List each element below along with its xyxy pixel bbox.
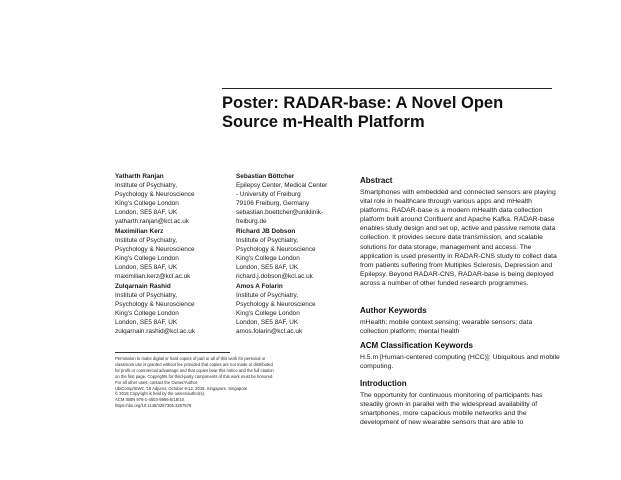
footnote-rule	[115, 352, 230, 353]
footnote-link[interactable]: https://doi.org/10.1145/3267305.3267579	[115, 403, 192, 409]
footnote-line: classroom use is granted without fee provided that copies are not made or distributed	[115, 361, 273, 367]
author-name: Yatharth Ranjan	[115, 173, 164, 180]
author-affiliation: Institute of Psychiatry, Psychology & Neuroscience King's College London London, SE5 8AF, UK	[115, 182, 195, 217]
acm-section	[360, 341, 560, 371]
introduction-section	[360, 379, 560, 427]
author-name: Maximilian Kerz	[115, 228, 164, 235]
abstract-heading: Abstract	[360, 176, 393, 185]
footnote-line: on the first page. Copyrights for third-party components of this work must be honored.	[115, 373, 274, 379]
author-name: Zulqarnain Rashid	[115, 283, 171, 290]
author-name: Richard JB Dobson	[236, 228, 296, 235]
abstract-section	[360, 176, 560, 288]
paper-title: Poster: RADAR-base: A Novel Open Source m-Health Platform	[222, 94, 504, 131]
abstract-body: Smartphones with embedded and connected sensors are playing vital role in healthcare through various apps and mHealth platforms. RADAR-base is a modern mHealth data collection platform built around Confluent and Apache Kafka. RADAR-base enables study design and set up, active and passive remote data collection. It provides secure data transmission, and scalable solutions for data storage, management and access. The application is used presently in RADAR-CNS study to collect data from patients suffering from Multiples Sclerosis, Depression and Epilepsy. Beyond RADAR-CNS, RADAR-base is being deployed across a number of other funded research programmes.	[360, 189, 557, 287]
copyright-footnote	[115, 356, 295, 409]
acm-body: H.5.m [Human-centered computing (HCC)]: Ubiquitous and mobile computing.	[360, 354, 560, 371]
keywords-heading: Author Keywords	[360, 306, 427, 315]
author-affiliation: Epilepsy Center, Medical Center - University of Freiburg 79106 Freiburg, Germany sebastian.boettcher@uniklinik- freiburg.de	[236, 182, 328, 226]
introduction-heading: Introduction	[360, 379, 407, 388]
title-rule	[222, 88, 552, 89]
introduction-body: The opportunity for continuous monitoring of participants has steadily grown in parallel with the widespread availability of smartphones, more capacious mobile networks and the development of new wearable sensors that are able to	[360, 392, 543, 427]
footnote-line: UbiComp/ISWC '18 Adjunct, October 8-12, 2018, Singapore, Singapore	[115, 385, 248, 391]
author-affiliation: Institute of Psychiatry, Psychology & Neuroscience King's College London London, SE5 8AF, UK	[115, 237, 195, 272]
footnote-line: © 2018 Copyright is held by the owner/author(s).	[115, 391, 206, 397]
author-email: yatharth.ranjan@kcl.ac.uk	[115, 218, 189, 226]
author-block	[115, 282, 230, 337]
author-name: Amos A Folarin	[236, 283, 283, 290]
author-email: amos.folarin@kcl.ac.uk	[236, 328, 303, 336]
footnote-line: ACM ISBN 978-1-4503-5966-5/18/10.	[115, 397, 186, 403]
author-affiliation: Institute of Psychiatry, Psychology & Neuroscience King's College London London, SE5 8AF, UK	[236, 292, 316, 327]
footnote-line: for profit or commercial advantage and that copies bear this notice and the full citation	[115, 367, 274, 373]
author-block	[115, 227, 230, 282]
author-name: Sebastian Böttcher	[236, 173, 295, 180]
footnote-line: Permission to make digital or hard copies of part or all of this work for personal or	[115, 356, 266, 361]
author-block	[236, 172, 356, 227]
keywords-section	[360, 306, 560, 336]
author-block	[115, 172, 230, 227]
author-affiliation: Institute of Psychiatry, Psychology & Neuroscience King's College London London, SE5 8AF, UK	[115, 292, 195, 327]
author-email: maximilian.kerz@kcl.ac.uk	[115, 273, 191, 281]
author-block	[236, 227, 351, 282]
author-email: richard.j.dobson@kcl.ac.uk	[236, 273, 313, 281]
author-block	[236, 282, 351, 337]
author-email: zulqarnain.rashid@kcl.ac.uk	[115, 328, 196, 336]
footnote-line: For all other uses, contact the Owner/Author.	[115, 379, 199, 385]
acm-heading: ACM Classification Keywords	[360, 341, 473, 350]
author-affiliation: Institute of Psychiatry, Psychology & Neuroscience King's College London London, SE5 8AF, UK	[236, 237, 316, 272]
keywords-body: mHealth; mobile context sensing; wearable sensors; data collection platform; mental health	[360, 319, 533, 336]
